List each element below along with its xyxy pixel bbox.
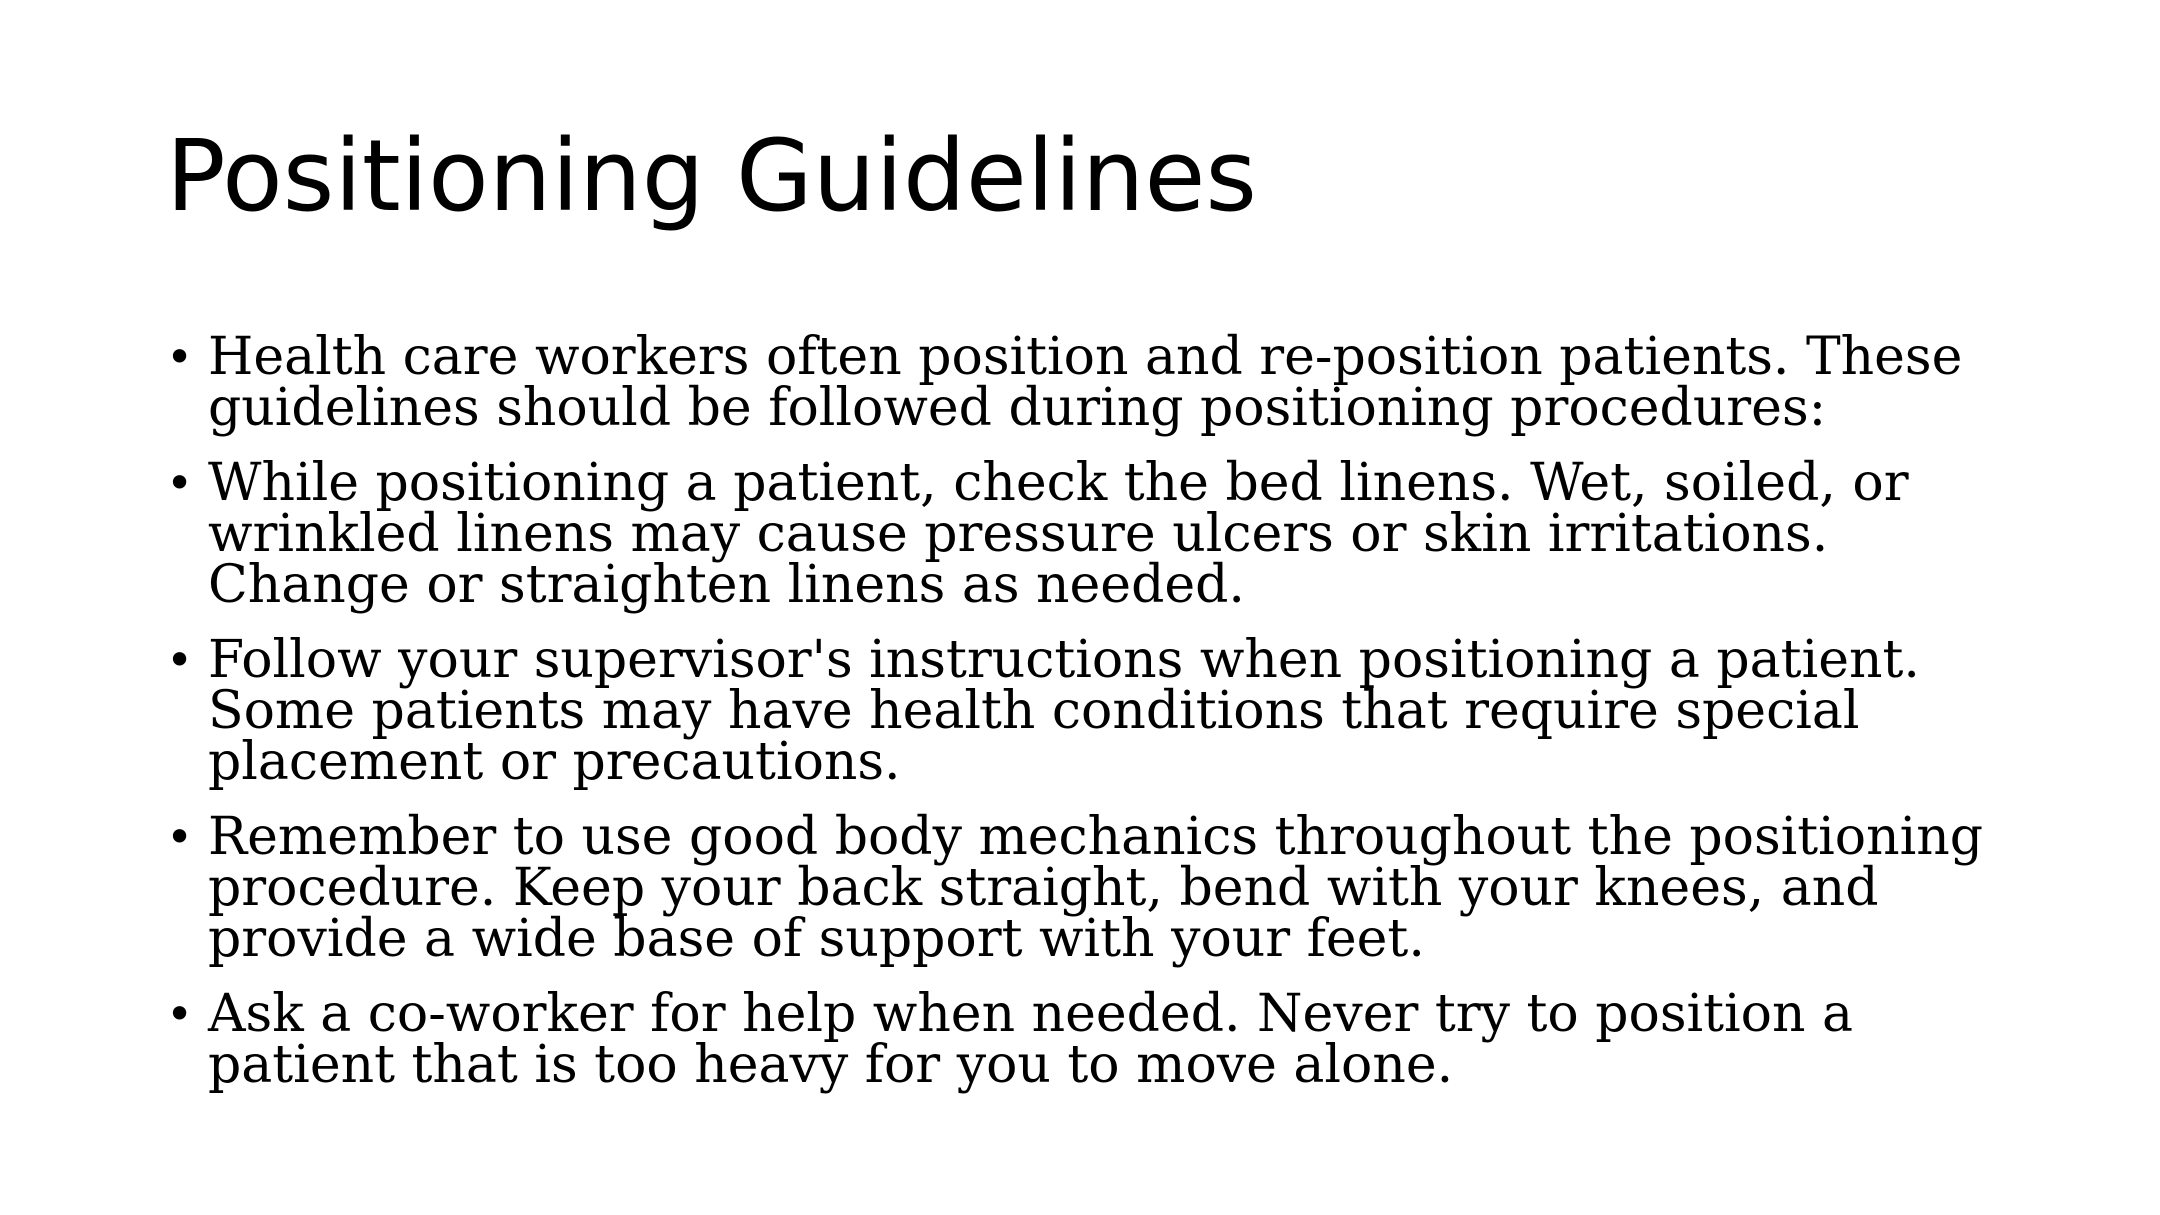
bullet-text: Ask a co-worker for help when needed. Never try to position a patient that is too heavy for you to move alone. (208, 984, 1854, 1095)
bullet-item (166, 453, 2026, 615)
bullet-text: While positioning a patient, check the bed linens. Wet, soiled, or wrinkled linens may cause pressure ulcers or skin irritations. Change or straighten linens as needed. (208, 453, 1909, 615)
bullet-dot-icon: • (166, 456, 194, 510)
slide-title: Positioning Guidelines (166, 119, 1257, 234)
bullet-dot-icon: • (166, 633, 194, 687)
bullet-item (166, 327, 2026, 438)
bullet-dot-icon: • (166, 810, 194, 864)
bullet-dot-icon: • (166, 987, 194, 1041)
bullet-text: Remember to use good body mechanics throughout the positioning procedure. Keep your back straight, bend with your knees, and provide a wide base of support with your feet. (208, 807, 1984, 969)
bullet-list (166, 327, 2026, 1115)
bullet-text: Follow your supervisor's instructions when positioning a patient. Some patients may have health conditions that require special placement or precautions. (208, 630, 1920, 792)
bullet-item (166, 630, 2026, 792)
bullet-dot-icon: • (166, 330, 194, 384)
bullet-item (166, 984, 2026, 1095)
bullet-item (166, 807, 2026, 969)
bullet-text: Health care workers often position and re-position patients. These guidelines should be followed during positioning procedures: (208, 327, 1963, 438)
